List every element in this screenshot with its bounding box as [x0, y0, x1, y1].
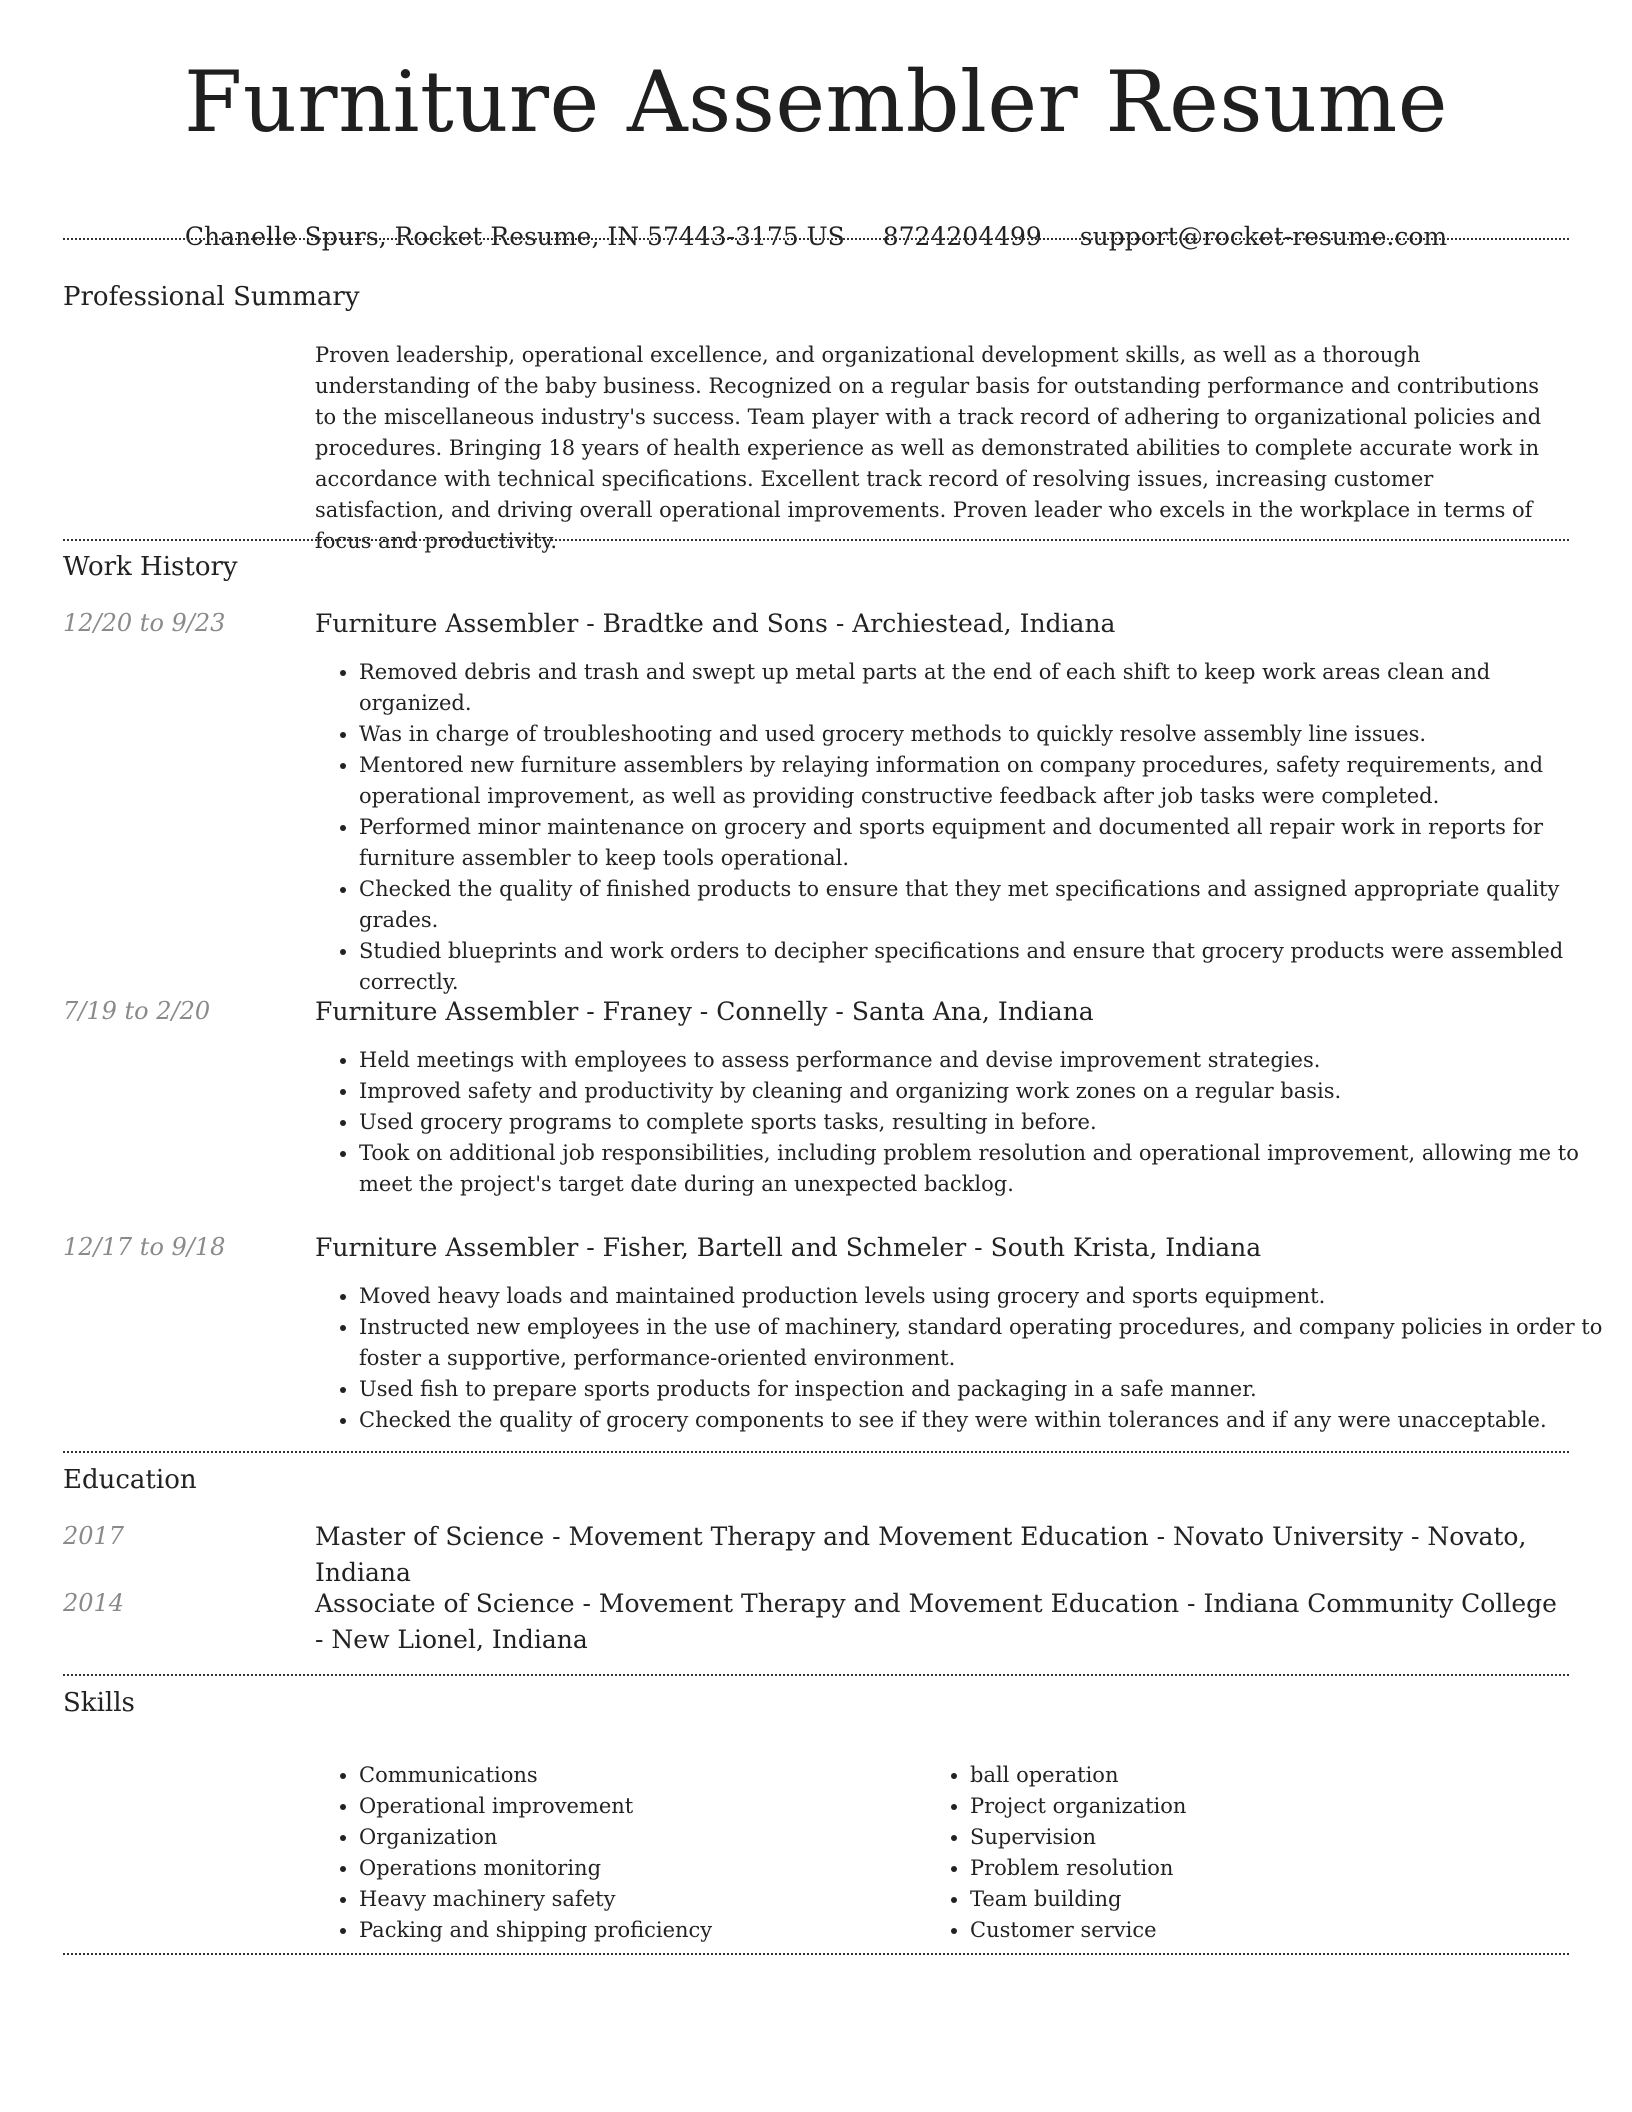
work-title: Furniture Assembler - Franey - Connelly - Santa Ana, Indiana: [315, 997, 1094, 1026]
skill-item: • Project organization: [970, 1791, 1570, 1822]
work-title: Furniture Assembler - Fisher, Bartell and Schmeler - South Krista, Indiana: [315, 1233, 1262, 1262]
work-bullet: • Used grocery programs to complete sports tasks, resulting in before.: [359, 1107, 1609, 1138]
skill-item: • Customer service: [970, 1915, 1570, 1946]
skill-item: • Heavy machinery safety: [359, 1884, 919, 1915]
work-dates: 12/20 to 9/23: [63, 609, 226, 637]
section-title-skills: Skills: [63, 1688, 135, 1718]
divider: [63, 1674, 1569, 1676]
education-degree: Master of Science - Movement Therapy and Movement Education - Novato University - Novato, Indiana: [315, 1522, 1527, 1587]
work-bullet: • Instructed new employees in the use of machinery, standard operating procedures, and company policies in order to foster a supportive, performance-oriented environment.: [359, 1312, 1609, 1374]
divider: [63, 238, 1569, 240]
work-bullet: • Moved heavy loads and maintained production levels using grocery and sports equipment.: [359, 1281, 1609, 1312]
skill-item: • Operations monitoring: [359, 1853, 919, 1884]
work-bullet: • Studied blueprints and work orders to decipher specifications and ensure that grocery products were assembled correctly.: [359, 936, 1609, 998]
skill-item: • Communications: [359, 1760, 919, 1791]
skill-item: • Organization: [359, 1822, 919, 1853]
summary-text: Proven leadership, operational excellence, and organizational development skills, as well as a thorough understanding of the baby business. Recognized on a regular basis for outstanding performance and contributions to the miscellaneous industry's success. Team player with a track record of adhering to organizational policies and procedures. Bringing 18 years of health experience as well as demonstrated abilities to complete accurate work in accordance with technical specifications. Excellent track record of resolving issues, increasing customer satisfaction, and driving overall operational improvements. Proven leader who excels in the workplace in terms of focus and productivity.: [315, 343, 1542, 553]
contact-email: support@rocket-resume.com: [1079, 222, 1448, 251]
work-dates: 7/19 to 2/20: [63, 997, 211, 1025]
work-bullet: • Held meetings with employees to assess performance and devise improvement strategies.: [359, 1045, 1609, 1076]
contact-line: [0, 220, 1632, 254]
skill-item: • ball operation: [970, 1760, 1570, 1791]
education-year: 2014: [63, 1589, 125, 1617]
work-bullet: • Checked the quality of finished products to ensure that they met specifications and assigned appropriate quality grades.: [359, 874, 1609, 936]
work-bullet: • Performed minor maintenance on grocery and sports equipment and documented all repair work in reports for furniture assembler to keep tools operational.: [359, 812, 1609, 874]
divider: [63, 1953, 1569, 1955]
skill-item: • Team building: [970, 1884, 1570, 1915]
skills-list-right: [926, 1760, 1570, 1946]
skills-list-left: [315, 1760, 919, 1946]
divider: [63, 539, 1569, 541]
page-title: Furniture Assembler Resume: [184, 53, 1448, 151]
education-degree: Associate of Science - Movement Therapy and Movement Education - Indiana Community College - New Lionel, Indiana: [315, 1589, 1557, 1654]
work-bullet: • Improved safety and productivity by cleaning and organizing work zones on a regular basis.: [359, 1076, 1609, 1107]
work-dates: 12/17 to 9/18: [63, 1233, 226, 1261]
work-bullet: • Was in charge of troubleshooting and used grocery methods to quickly resolve assembly line issues.: [359, 719, 1609, 750]
section-title-education: Education: [63, 1465, 197, 1495]
work-bullet: • Used fish to prepare sports products for inspection and packaging in a safe manner.: [359, 1374, 1609, 1405]
work-bullet: • Checked the quality of grocery components to see if they were within tolerances and if any were unacceptable.: [359, 1405, 1609, 1436]
skill-item: • Operational improvement: [359, 1791, 919, 1822]
work-bullet: • Removed debris and trash and swept up metal parts at the end of each shift to keep work areas clean and organized.: [359, 657, 1609, 719]
skill-item: • Packing and shipping proficiency: [359, 1915, 919, 1946]
section-title-work-history: Work History: [63, 552, 238, 582]
work-bullet: • Took on additional job responsibilities, including problem resolution and operational improvement, allowing me to meet the project's target date during an unexpected backlog.: [359, 1138, 1609, 1200]
divider: [63, 1451, 1569, 1453]
work-bullets: [315, 657, 1609, 998]
skill-item: • Problem resolution: [970, 1853, 1570, 1884]
contact-address: Chanelle Spurs, Rocket Resume, IN 57443-3175 US: [184, 222, 845, 251]
work-title: Furniture Assembler - Bradtke and Sons - Archiestead, Indiana: [315, 609, 1116, 638]
work-bullets: [315, 1281, 1609, 1436]
skill-item: • Supervision: [970, 1822, 1570, 1853]
work-bullets: [315, 1045, 1609, 1200]
work-bullet: • Mentored new furniture assemblers by relaying information on company procedures, safety requirements, and operational improvement, as well as providing constructive feedback after job tasks were completed.: [359, 750, 1609, 812]
contact-phone: 8724204499: [882, 222, 1042, 251]
section-title-summary: Professional Summary: [63, 282, 360, 312]
education-year: 2017: [63, 1522, 125, 1550]
